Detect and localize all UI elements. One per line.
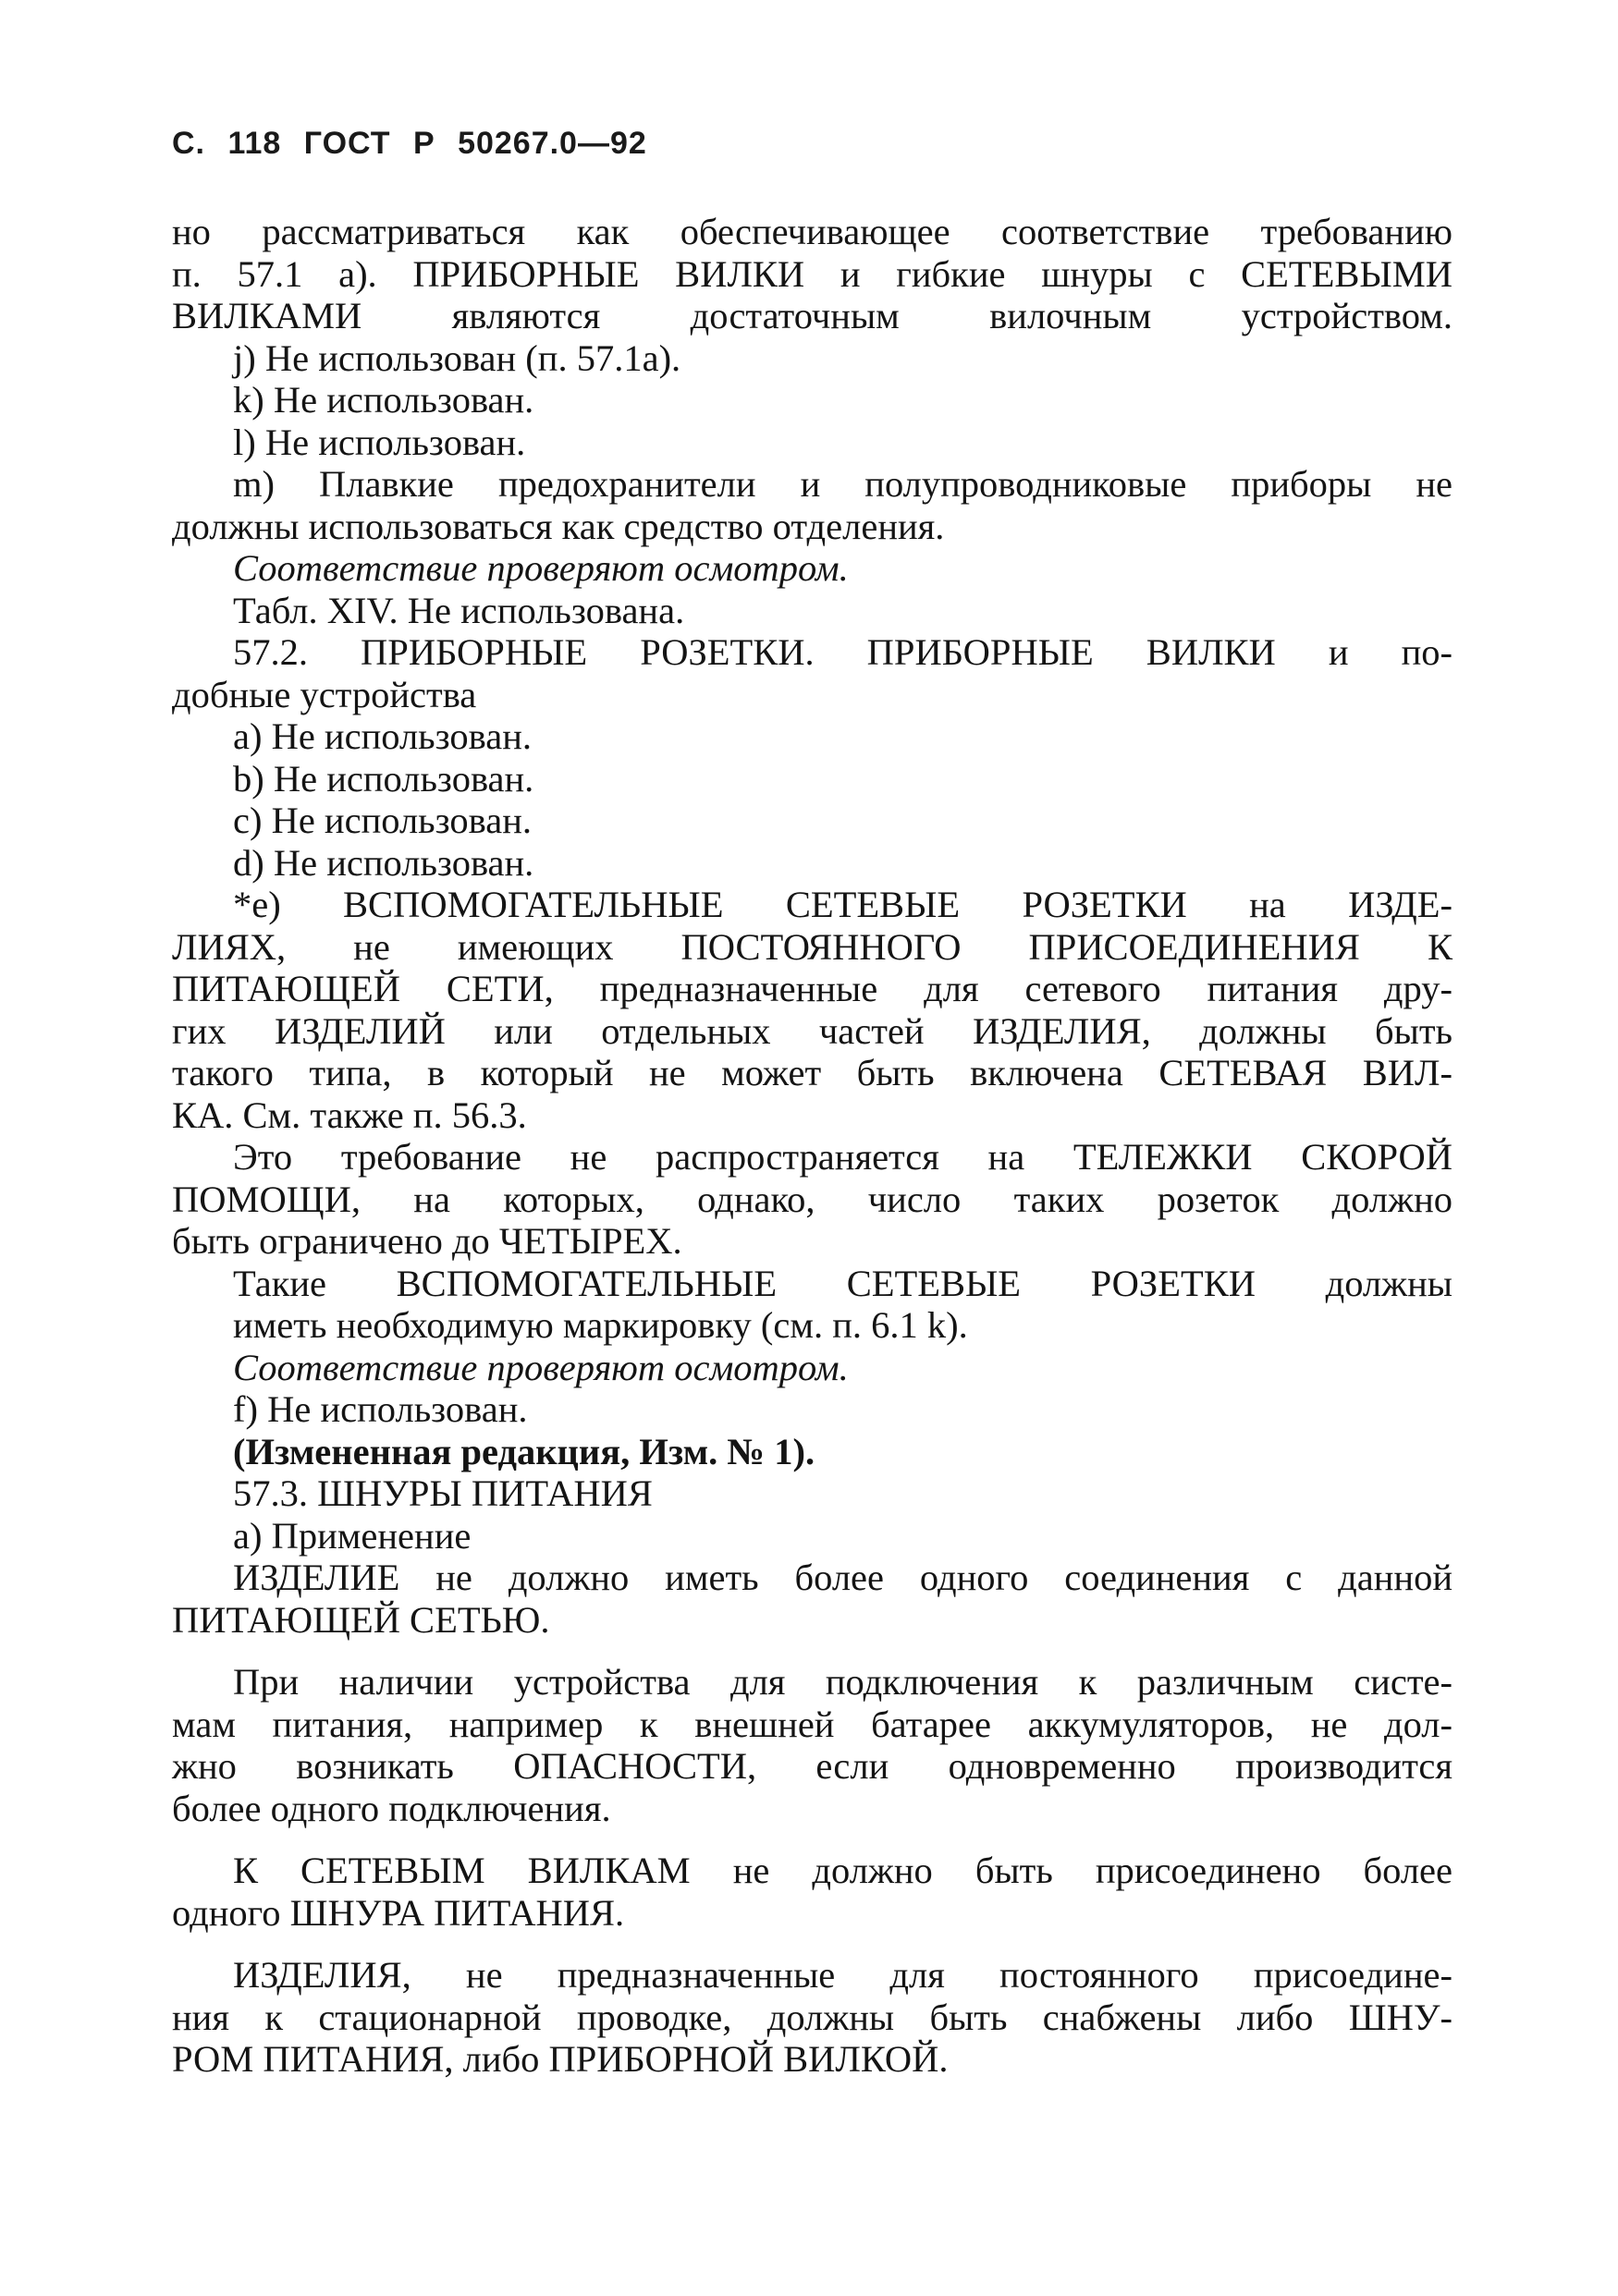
- page-header: С. 118 ГОСТ Р 50267.0—92: [172, 126, 647, 161]
- text-line: Соответствие проверяют осмотром.: [233, 1346, 849, 1388]
- text-line: РОМ ПИТАНИЯ, либо ПРИБОРНОЙ ВИЛКОЙ.: [172, 2038, 949, 2080]
- text-line: ЛИЯХ, не имеющих ПОСТОЯННОГО ПРИСОЕДИНЕНИЯ К: [172, 925, 1453, 968]
- text-line: 57.2. ПРИБОРНЫЕ РОЗЕТКИ. ПРИБОРНЫЕ ВИЛКИ и по-: [233, 631, 1453, 673]
- text-line: ИЗДЕЛИЯ, не предназначенные для постоянного присоедине-: [233, 1954, 1453, 1996]
- text-line: 57.3. ШНУРЫ ПИТАНИЯ: [233, 1472, 653, 1514]
- text-line: гих ИЗДЕЛИЙ или отдельных частей ИЗДЕЛИЯ, должны быть: [172, 1009, 1453, 1052]
- text-line: Соответствие проверяют осмотром.: [233, 547, 849, 589]
- text-line: мам питания, например к внешней батарее аккумуляторов, не дол-: [172, 1703, 1453, 1745]
- text-line: иметь необходимую маркировку (см. п. 6.1 k).: [233, 1304, 968, 1346]
- text-line: ПИТАЮЩЕЙ СЕТИ, предназначенные для сетевого питания дру-: [172, 968, 1453, 1009]
- text-line: *e) ВСПОМОГАТЕЛЬНЫЕ СЕТЕВЫЕ РОЗЕТКИ на ИЗДЕ-: [233, 884, 1453, 925]
- text-line: При наличии устройства для подключения к различным систе-: [233, 1661, 1453, 1703]
- text-line: Табл. XIV. Не использована.: [233, 589, 685, 631]
- text-line: быть ограничено до ЧЕТЫРЕХ.: [172, 1220, 682, 1262]
- text-line: Это требование не распространяется на ТЕЛЕЖКИ СКОРОЙ: [233, 1136, 1453, 1178]
- text-line: ПИТАЮЩЕЙ СЕТЬЮ.: [172, 1598, 550, 1641]
- text-line: а) Применение: [233, 1514, 472, 1557]
- text-line: c) Не использован.: [233, 800, 533, 841]
- text-line: Такие ВСПОМОГАТЕЛЬНЫЕ СЕТЕВЫЕ РОЗЕТКИ должны: [233, 1262, 1453, 1304]
- document-body: [172, 211, 1453, 2081]
- text-line: j) Не использован (п. 57.1а).: [233, 336, 681, 379]
- text-line: п. 57.1 а). ПРИБОРНЫЕ ВИЛКИ и гибкие шнуры с СЕТЕВЫМИ: [172, 252, 1453, 295]
- text-line: ИЗДЕЛИЕ не должно иметь более одного соединения с данной: [233, 1557, 1453, 1598]
- text-line: m) Плавкие предохранители и полупроводниковые приборы не: [233, 463, 1453, 505]
- text-line: КА. См. также п. 56.3.: [172, 1093, 527, 1136]
- text-line: такого типа, в который не может быть включена СЕТЕВАЯ ВИЛ-: [172, 1052, 1453, 1093]
- text-line: b) Не использован.: [233, 757, 534, 800]
- text-line: должны использоваться как средство отделения.: [172, 505, 945, 547]
- text-line: (Измененная редакция, Изм. № 1).: [233, 1430, 815, 1472]
- text-line: а) Не использован.: [233, 715, 533, 757]
- text-line: жно возникать ОПАСНОСТИ, если одновременно производится: [172, 1745, 1453, 1787]
- text-line: ПОМОЩИ, на которых, однако, число таких розеток должно: [172, 1178, 1453, 1220]
- text-line: одного ШНУРА ПИТАНИЯ.: [172, 1891, 625, 1934]
- text-line: ВИЛКАМИ являются достаточным вилочным устройством.: [172, 295, 1453, 336]
- text-line: d) Не использован.: [233, 841, 534, 884]
- text-line: более одного подключения.: [172, 1787, 611, 1829]
- text-line: но рассматриваться как обеспечивающее соответствие требованию: [172, 211, 1453, 252]
- text-line: ния к стационарной проводке, должны быть снабжены либо ШНУ-: [172, 1996, 1453, 2038]
- text-line: f) Не использован.: [233, 1388, 528, 1430]
- text-line: К СЕТЕВЫМ ВИЛКАМ не должно быть присоединено более: [233, 1850, 1453, 1891]
- text-line: k) Не использован.: [233, 379, 534, 421]
- text-line: l) Не использован.: [233, 421, 526, 463]
- text-line: добные устройства: [172, 673, 477, 715]
